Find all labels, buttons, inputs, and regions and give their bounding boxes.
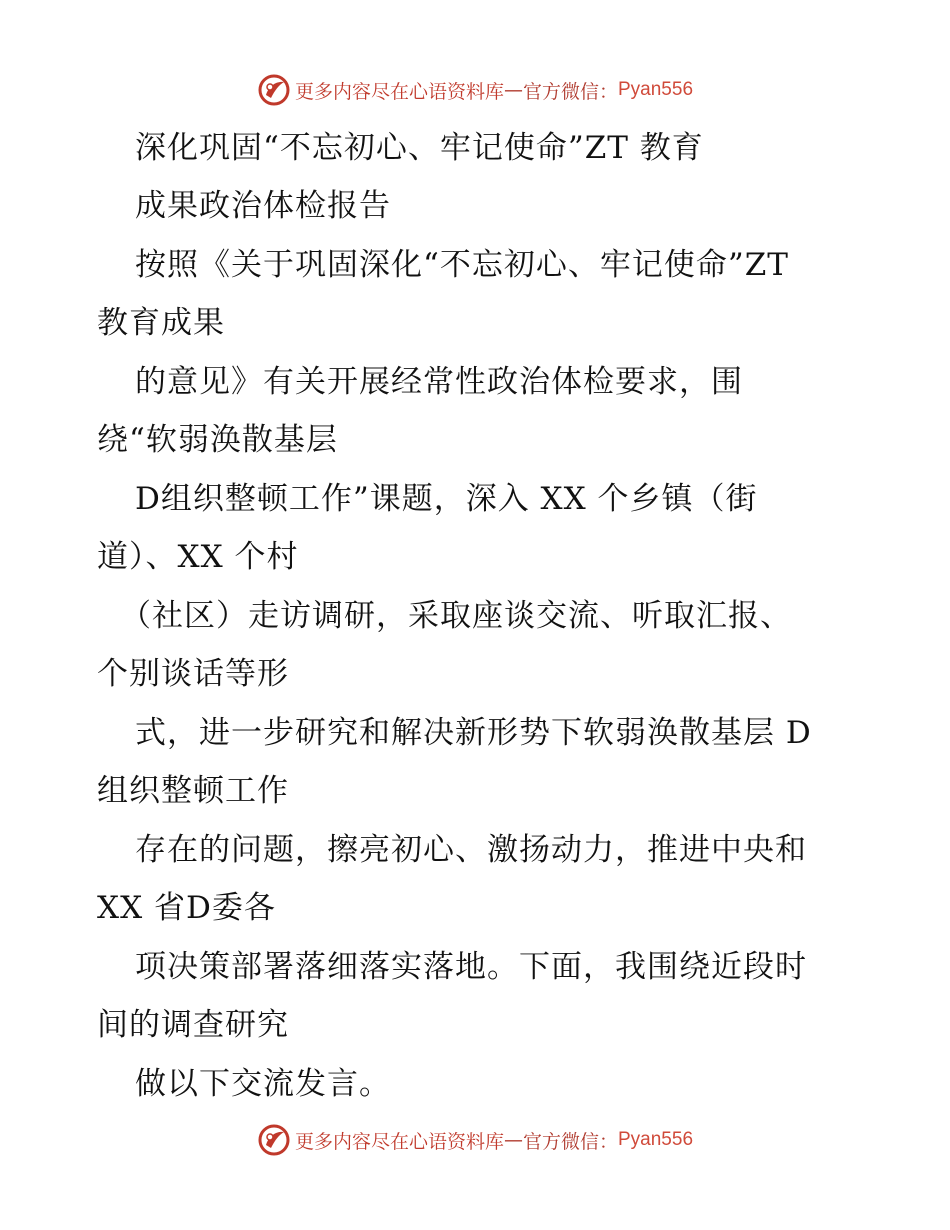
doc-title-line-2: 成果政治体检报告 bbox=[135, 188, 391, 224]
watermark-main-text: 更多内容尽在心语资料库 bbox=[294, 80, 504, 103]
watermark-main-text: 更多内容尽在心语资料库 bbox=[294, 1130, 504, 1153]
doc-title-line-1: 深化巩固“不忘初心、牢记使命”ZT 教育 bbox=[135, 130, 704, 166]
doc-text-line: 个别谈话等形 bbox=[97, 656, 289, 692]
watermark-header bbox=[0, 70, 950, 110]
doc-text-line: 道）、XX 个村 bbox=[97, 539, 299, 575]
brand-logo-icon bbox=[257, 1123, 291, 1157]
doc-text-line: 组织整顿工作 bbox=[97, 773, 289, 809]
watermark-official-label: 官方微信： bbox=[522, 80, 618, 103]
doc-text-line: 的意见》有关开展经常性政治体检要求，围 bbox=[135, 364, 743, 400]
doc-text-line: XX 省D委各 bbox=[97, 890, 276, 926]
doc-text-line: 项决策部署落细落实落地。下面，我围绕近段时 bbox=[135, 949, 807, 985]
watermark-official-label: 官方微信： bbox=[522, 1130, 618, 1153]
doc-text-line: 存在的问题，擦亮初心、激扬动力，推进中央和 bbox=[135, 832, 807, 868]
watermark-footer bbox=[0, 1120, 950, 1160]
doc-text-line: 绕“软弱涣散基层 bbox=[97, 422, 338, 458]
doc-text-line: 式，进一步研究和解决新形势下软弱涣散基层 D bbox=[135, 715, 812, 751]
doc-text-line: 间的调查研究 bbox=[97, 1007, 289, 1043]
doc-text-line: 做以下交流发言。 bbox=[135, 1066, 391, 1102]
doc-text-line: （社区）走访调研，采取座谈交流、听取汇报、 bbox=[120, 598, 792, 634]
watermark-dash: — bbox=[503, 1129, 523, 1151]
watermark-dash: — bbox=[503, 79, 523, 101]
doc-text-line: 按照《关于巩固深化“不忘初心、牢记使命”ZT bbox=[135, 247, 789, 283]
doc-text-line: 教育成果 bbox=[97, 305, 225, 341]
watermark-wechat-id: Pyan556 bbox=[618, 79, 694, 100]
brand-logo-icon bbox=[257, 73, 291, 107]
watermark-wechat-id: Pyan556 bbox=[618, 1129, 694, 1150]
doc-text-line: D组织整顿工作”课题，深入 XX 个乡镇（街 bbox=[135, 481, 758, 517]
